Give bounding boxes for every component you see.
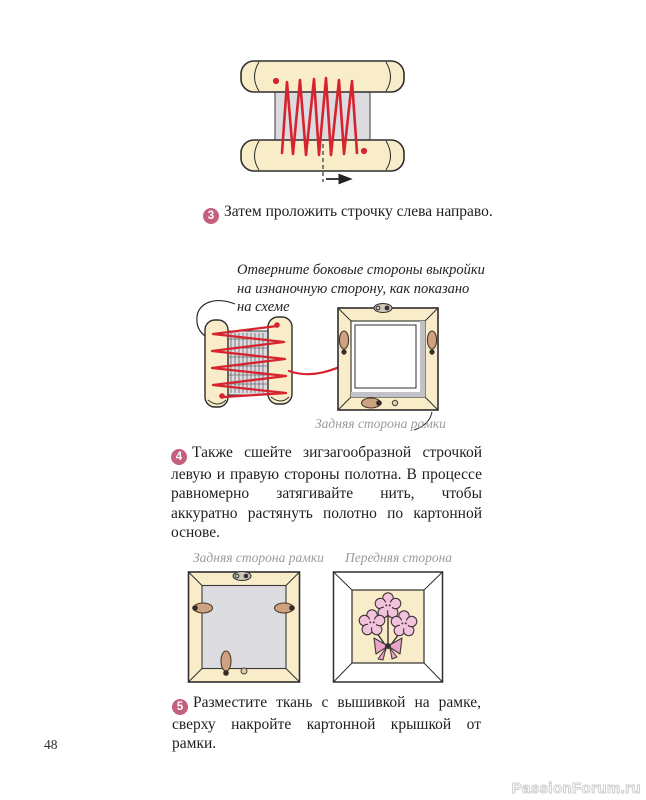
note-line-3: на схеме: [237, 299, 290, 315]
frame-front-diagram: [331, 568, 445, 686]
caption-frame-back-bottom: Задняя сторона рамки: [193, 550, 324, 565]
thread-knot-start: [273, 78, 279, 84]
step-5-number: 5: [172, 699, 188, 715]
clasp-top-icon: [374, 304, 392, 313]
step-4-number: 4: [171, 449, 187, 465]
caption-frame-front: Передняя сторона: [345, 550, 453, 565]
clasp-left-icon: [192, 603, 212, 613]
step-5-text: Разместите ткань с вышивкой на рамке, сверху накройте картонной крышкой от рамки.: [172, 694, 481, 752]
page-number: 48: [44, 737, 58, 752]
step-3-text: Затем проложить строчку слева направо.: [224, 203, 493, 220]
note-line-2: на изнаночную сторону, как показано: [237, 280, 470, 297]
clasp-right-icon: [275, 603, 295, 613]
fabric-roll-top: [241, 61, 404, 92]
caption-frame-back-middle: Задняя сторона рамки: [315, 416, 446, 431]
step-3: [203, 202, 493, 224]
step-3-number: 3: [203, 208, 219, 224]
watermark: PassionForum.ru: [511, 780, 641, 797]
clasp-top-icon: [233, 572, 251, 581]
frame-back-diagram-bottom: [186, 568, 302, 686]
step-4: [171, 443, 482, 543]
step-4-text: Также сшейте зигзагообразной строчкой левую и правую стороны полотна. В процессе равномерно затягивайте нить, чтобы аккуратно растянуть полотно по картонной основе.: [171, 444, 482, 541]
note-line-1: Отверните боковые стороны выкройки: [237, 262, 485, 278]
step-5: [172, 693, 481, 754]
thread-knot-end: [361, 148, 367, 154]
fold-diagram: [205, 317, 292, 407]
stitch-direction-diagram: [238, 58, 410, 192]
frame-back-diagram: [338, 304, 438, 431]
